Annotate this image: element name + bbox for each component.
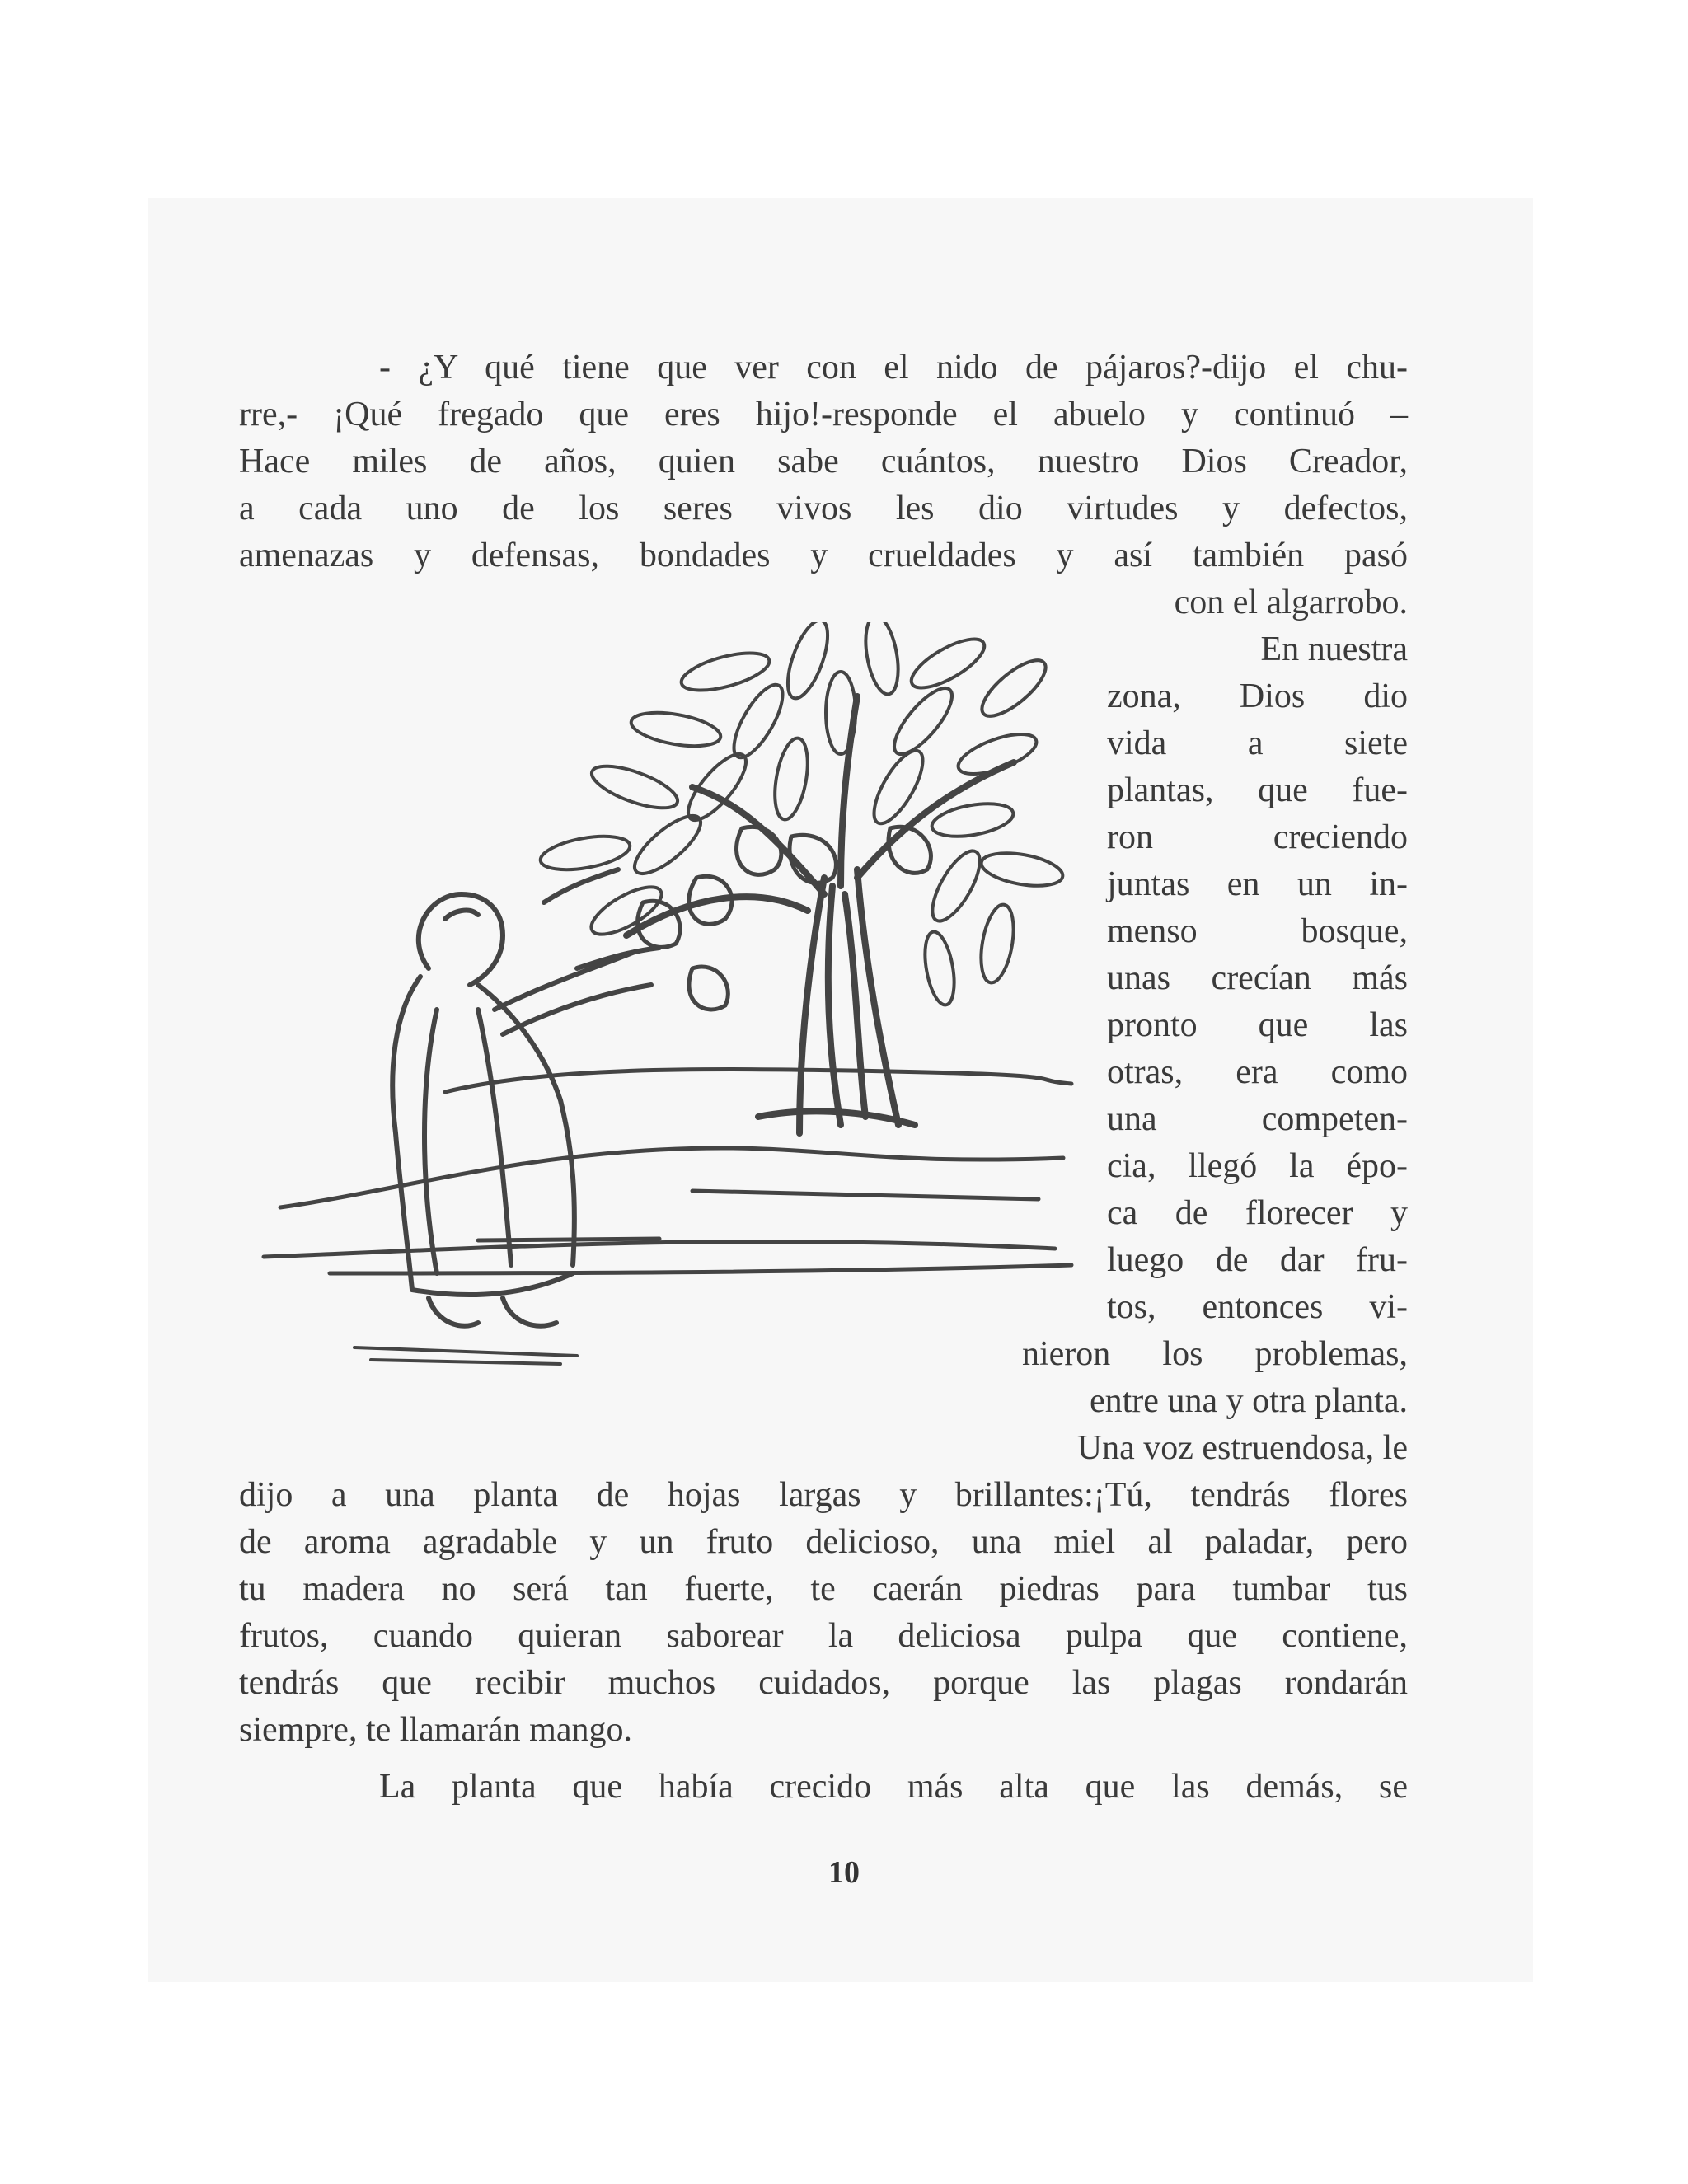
text-line: otras, era como (1107, 1053, 1408, 1091)
text-line: La planta que había crecido más alta que las demás, se (379, 1768, 1408, 1806)
tree-leaves (538, 622, 1066, 1007)
text-line: menso bosque, (1107, 912, 1408, 950)
text-line: siempre, te llamarán mango. (239, 1711, 632, 1749)
text-line: zona, Dios dio (1107, 677, 1408, 715)
text-line: tendrás que recibir muchos cuidados, porque las plagas rondarán (239, 1664, 1408, 1702)
text-line: entre una y otra planta. (1090, 1382, 1408, 1420)
text-line: En nuestra (1260, 630, 1408, 668)
text-line: juntas en un in- (1107, 865, 1408, 903)
text-line: - ¿Y qué tiene que ver con el nido de pájaros?-dijo el chu- (379, 349, 1408, 387)
text-line: a cada uno de los seres vivos les dio virtudes y defectos, (239, 490, 1408, 527)
text-line: rre,- ¡Qué fregado que eres hijo!-responde el abuelo y continuó – (239, 396, 1408, 434)
text-line: ron creciendo (1107, 818, 1408, 856)
text-line: luego de dar fru- (1107, 1241, 1408, 1279)
text-line: pronto que las (1107, 1006, 1408, 1044)
text-line: Hace miles de años, quien sabe cuántos, nuestro Dios Creador, (239, 443, 1408, 480)
text-line: Una voz estruendosa, le (1076, 1429, 1408, 1467)
ground-hatching (354, 1347, 577, 1364)
text-line: con el algarrobo. (1174, 583, 1408, 621)
text-line: vida a siete (1107, 724, 1408, 762)
text-line: ca de florecer y (1107, 1194, 1408, 1232)
landscape-lines (264, 1070, 1071, 1273)
text-line: nieron los problemas, (1022, 1335, 1408, 1373)
robed-figure (392, 869, 659, 1326)
text-line: plantas, que fue- (1107, 771, 1408, 809)
text-line: cia, llegó la épo- (1107, 1147, 1408, 1185)
text-line: frutos, cuando quieran saborear la deliciosa pulpa que contiene, (239, 1617, 1408, 1655)
page-number: 10 (828, 1855, 860, 1890)
text-line: tu madera no será tan fuerte, te caerán piedras para tumbar tus (239, 1570, 1408, 1608)
text-line: unas crecían más (1107, 959, 1408, 997)
text-line: dijo a una planta de hojas largas y brillantes:¡Tú, tendrás flores (239, 1476, 1408, 1514)
text-line: de aroma agradable y un fruto delicioso, una miel al paladar, pero (239, 1523, 1408, 1561)
text-line: tos, entonces vi- (1107, 1288, 1408, 1326)
text-line: amenazas y defensas, bondades y crueldades y así también pasó (239, 537, 1408, 574)
text-line: una competen- (1107, 1100, 1408, 1138)
tree-and-figure-illustration (231, 622, 1088, 1413)
